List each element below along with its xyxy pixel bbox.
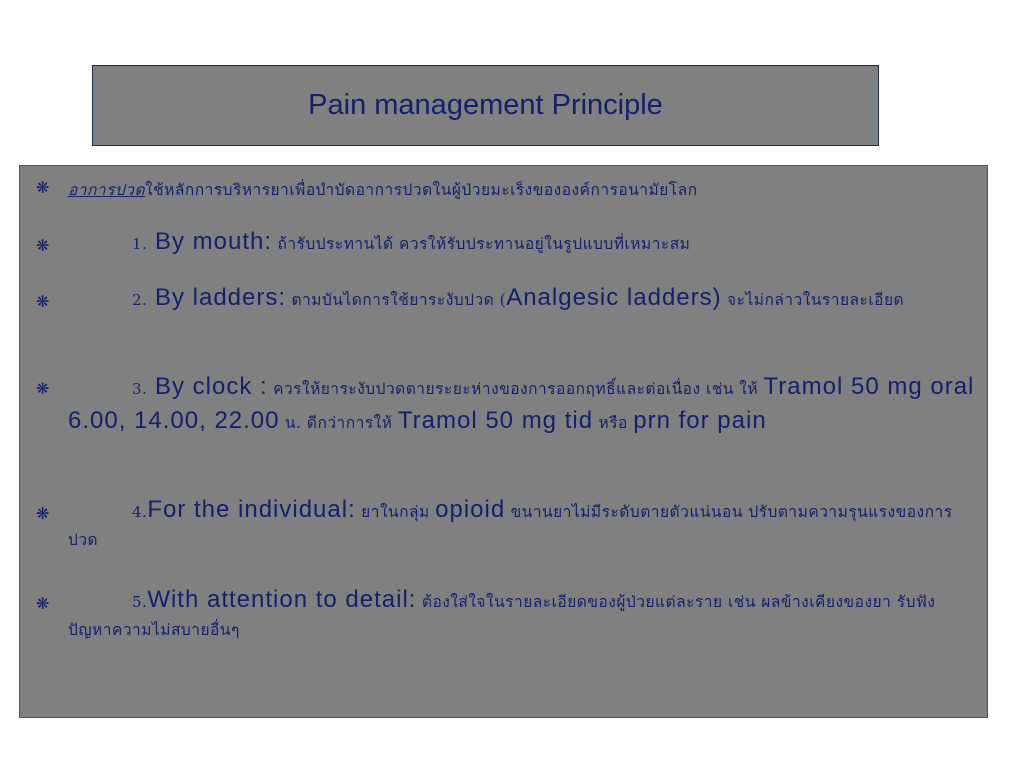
item-heading: With attention to detail: <box>147 586 417 613</box>
item-number: 3. <box>132 380 148 398</box>
item-number: 5. <box>132 593 148 611</box>
bullet-item <box>36 371 977 439</box>
item-number: 2. <box>132 291 148 309</box>
bullet-text: 1. By mouth: ถ้ารับประทานได้ ควรให้รับประทานอยู่ในรูปแบบที่เหมาะสม <box>132 228 691 255</box>
slide-content-box <box>19 165 988 718</box>
bullet-icon: ❋ <box>36 379 50 398</box>
bullet-text: 3. By clock : ควรให้ยาระงับปวดตายระยะห่างของการออกฤทธิ์และต่อเนื่อง เช่น ให้ Tramol 50 mg oral 6.00, 14.00, 22.00 น. ดีกว่าการให้ Tramol 50 mg tid หรือ prn for pain <box>68 373 975 434</box>
bullet-icon: ❋ <box>36 504 50 523</box>
item-heading: By ladders: <box>147 284 287 311</box>
slide-title-box <box>92 65 879 146</box>
slide-title: Pain management Principle <box>308 89 663 121</box>
item-heading: By mouth: <box>147 228 273 255</box>
bullet-item <box>36 586 977 644</box>
bullet-item <box>36 496 977 554</box>
underlined-term: อาการปวด <box>68 181 146 199</box>
item-number: 1. <box>132 235 148 253</box>
bullet-text: 5.With attention to detail: ต้องใส่ใจในรายละเอียดของผู้ป่วยแต่ละราย เช่น ผลข้างเคียงของยา รับฟังปัญหาความไม่สบายอื่นๆ <box>68 586 936 639</box>
bullet-item <box>36 284 977 314</box>
bullet-icon: ❋ <box>36 594 50 613</box>
bullet-text: 4.For the individual: ยาในกลุ่ม opioid ขนานยาไม่มีระดับตายตัวแน่นอน ปรับตามความรุนแรงของการปวด <box>68 496 953 549</box>
bullet-text: 2. By ladders: ตามบันไดการใช้ยาระงับปวด (Analgesic ladders) จะไม่กล่าวในรายละเอียด <box>132 284 905 311</box>
item-heading: For the individual: <box>147 496 356 523</box>
bullet-icon: ❋ <box>36 236 50 255</box>
bullet-item <box>36 176 977 204</box>
item-number: 4. <box>132 503 148 521</box>
bullet-icon: ❋ <box>36 292 50 311</box>
bullet-item <box>36 228 977 258</box>
bullet-text: อาการปวดใช้หลักการบริหารยาเพื่อบำบัดอาการปวดในผู้ป่วยมะเร็งขององค์การอนามัยโลก <box>68 181 698 199</box>
bullet-icon: ❋ <box>36 178 50 197</box>
item-heading: By clock : <box>147 373 268 400</box>
